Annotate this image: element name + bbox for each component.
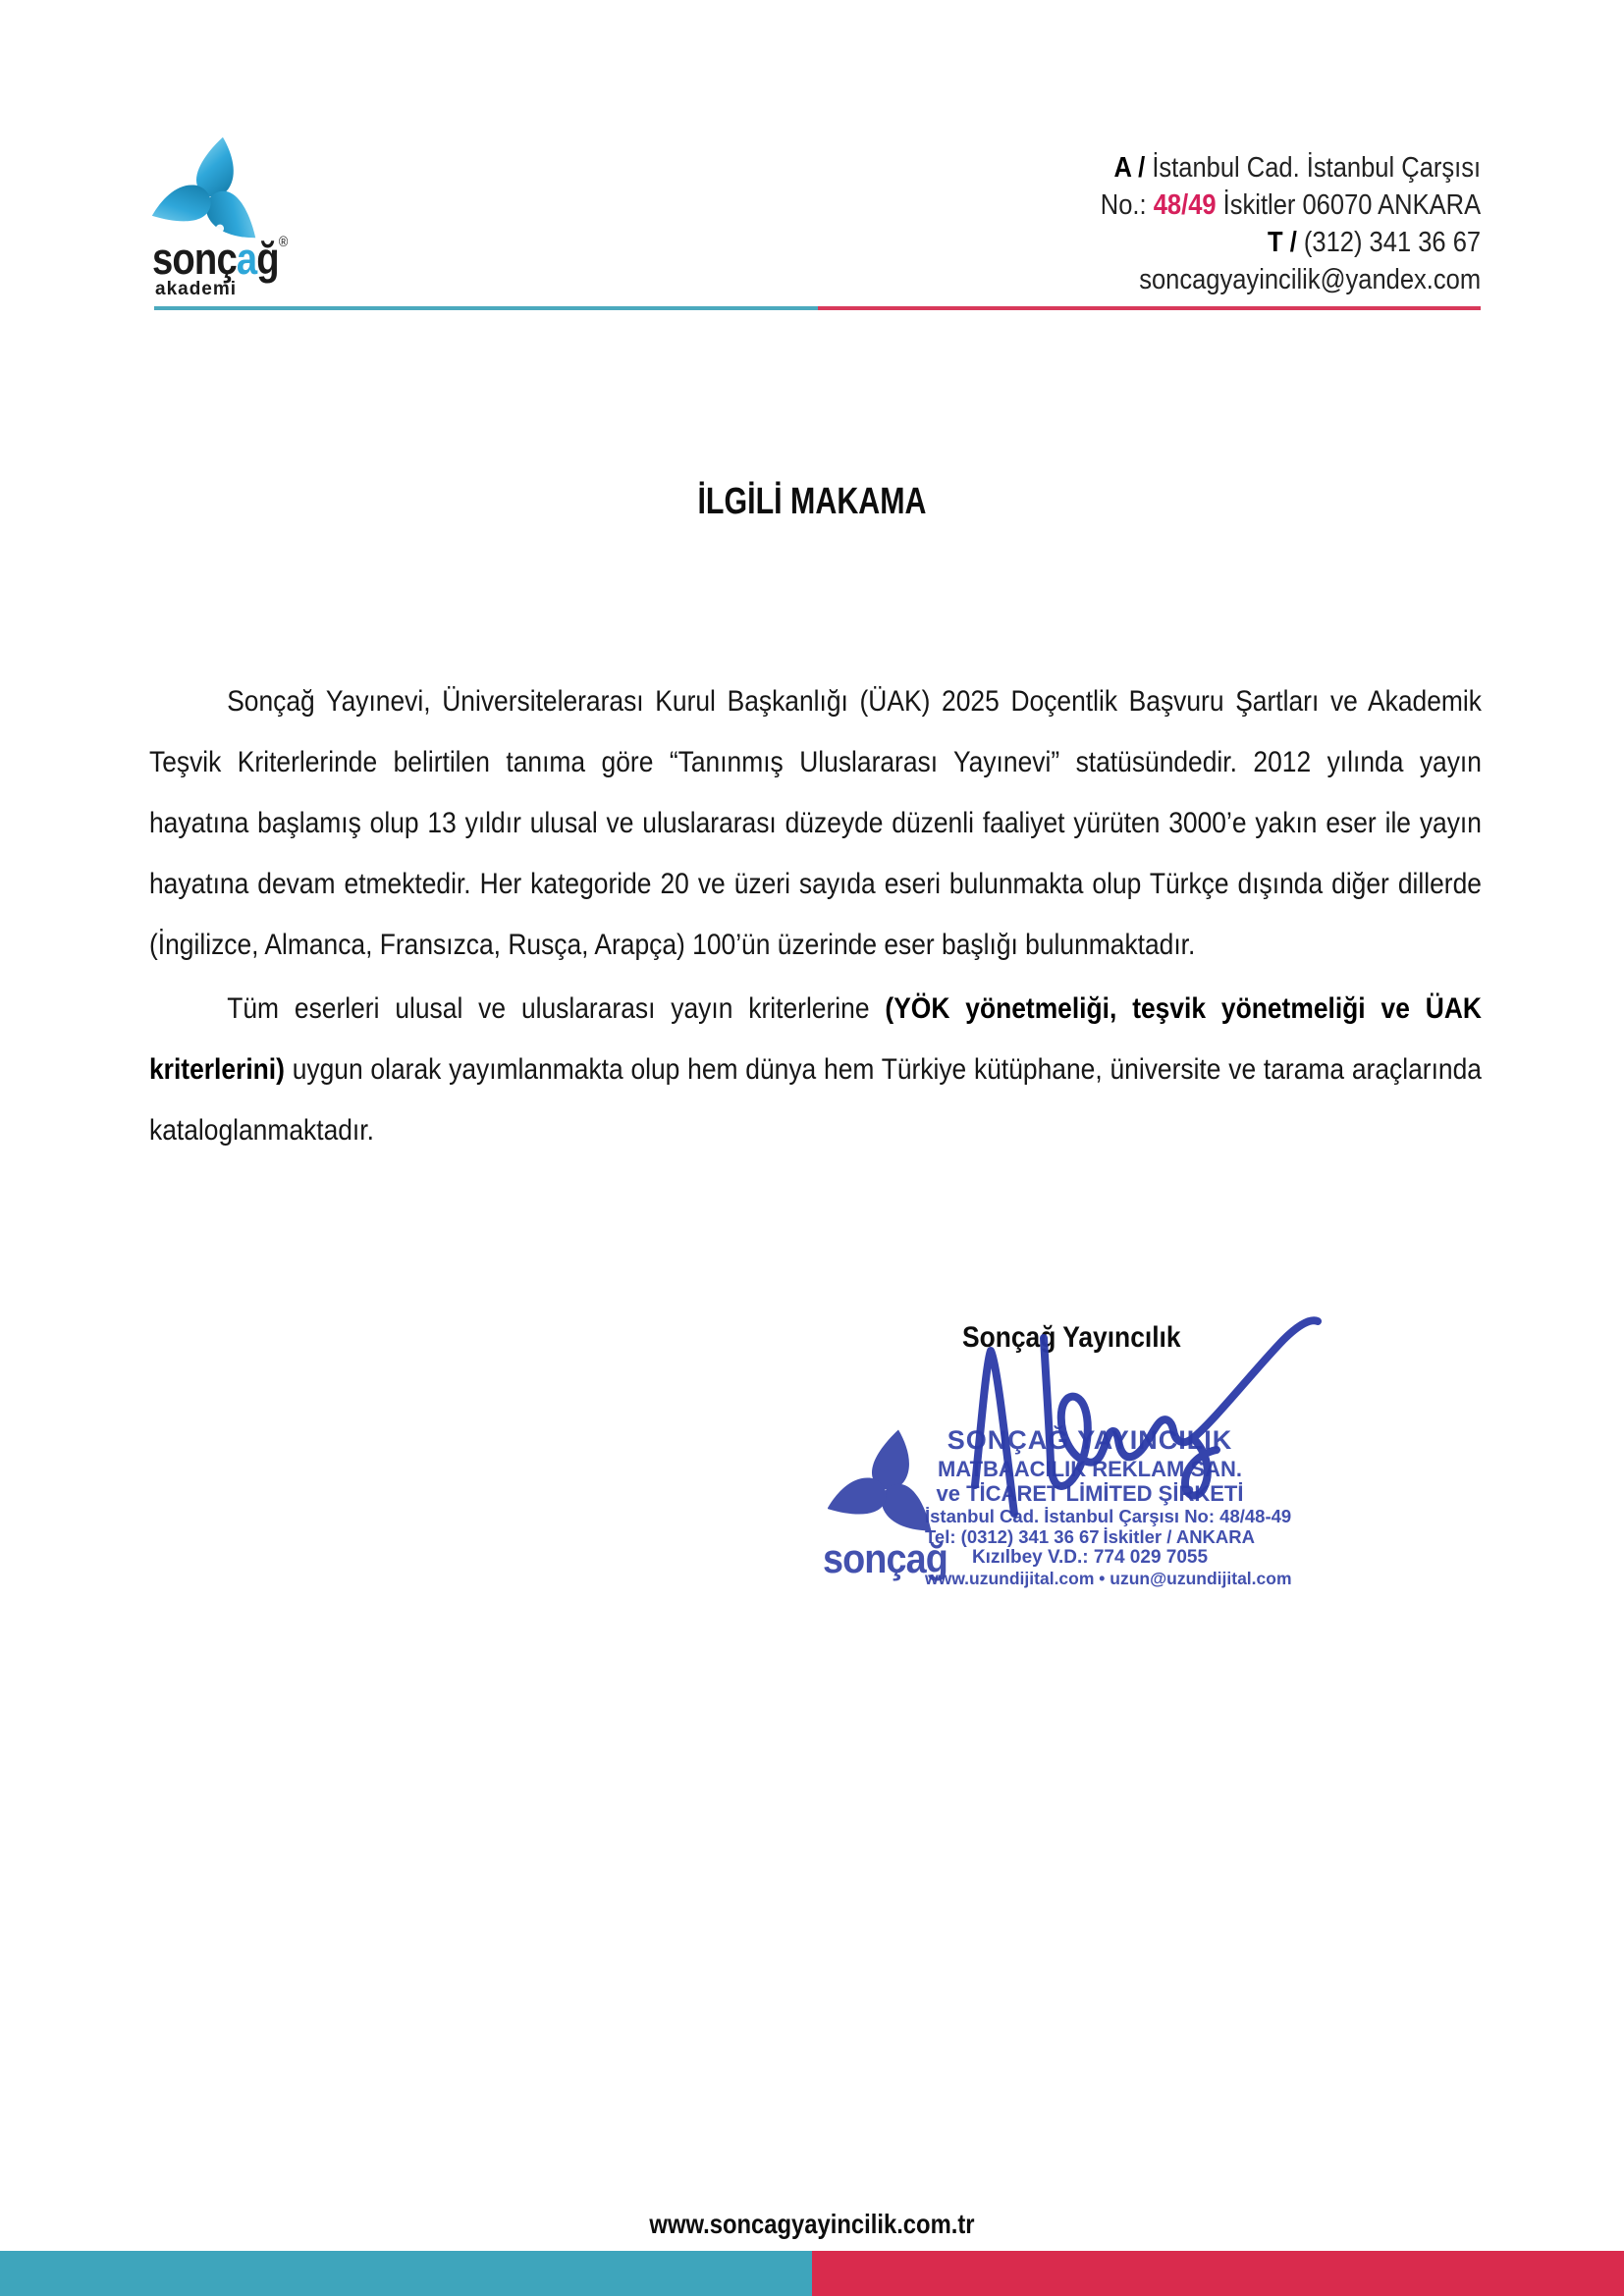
brand-part: sonç	[152, 234, 237, 284]
phone-line: T / (312) 341 36 67	[1267, 227, 1481, 258]
street-number-highlight: 48/49	[1153, 189, 1217, 221]
letter-title: İLGİLİ MAKAMA	[697, 481, 927, 522]
paragraph-2: Tüm eserleri ulusal ve uluslararası yayın kriterlerine (YÖK yönetmeliği, teşvik yönetmeliği ve ÜAK kriterlerini) uygun olarak yayımlanmakta olup hem dünya hem Türkiye kütüphane, üniversite ve tarama araçlarında kataloglanmaktadır.	[149, 992, 1482, 1147]
stamp-web-email: www.uzundijital.com • uzun@uzundijital.com	[925, 1569, 1292, 1588]
stamp-brand-wordmark: sonçağ	[823, 1535, 947, 1581]
email-line: soncagyayincilik@yandex.com	[1139, 264, 1481, 295]
stamp-city: İskitler / ANKARA	[1103, 1526, 1255, 1547]
divider-teal-segment	[154, 306, 818, 310]
brand-part: ğ	[256, 234, 279, 284]
letter-body	[149, 671, 1482, 1161]
stamp-company-type: ve TİCARET LİMİTED ŞİRKETİ	[936, 1481, 1244, 1506]
brand-accent-letter: a	[236, 234, 257, 284]
footer-bar-red-segment	[812, 2251, 1624, 2296]
contact-block	[1101, 149, 1481, 298]
footer-website: www.soncagyayincilik.com.tr	[649, 2209, 975, 2239]
brand-subtitle: akademi	[155, 279, 238, 299]
header-divider	[154, 306, 1481, 310]
address-line-1: A / İstanbul Cad. İstanbul Çarşısı	[1113, 152, 1481, 184]
address-label-a: A /	[1113, 152, 1146, 184]
footer-bar-teal-segment	[0, 2251, 812, 2296]
soncag-drops-icon	[152, 133, 268, 240]
stamp-address: İstanbul Cad. İstanbul Çarşısı No: 48/48-49	[925, 1506, 1292, 1526]
stamp-tax-office: Kızılbey V.D.: 774 029 7055	[971, 1547, 1209, 1568]
handwritten-signature	[967, 1313, 1340, 1534]
paragraph-1: Sonçağ Yayınevi, Üniversitelerarası Kurul Başkanlığı (ÜAK) 2025 Doçentlik Başvuru Şartları ve Akademik Teşvik Kriterlerinde belirtilen tanıma göre “Tanınmış Uluslararası Yayınevi” statüsündedir. 2012 yılında yayın hayatına başlamış olup 13 yıldır ulusal ve uluslararası düzeyde düzenli faaliyet yürüten 3000’e yakın eser ile yayın hayatına devam etmektedir. Her kategoride 20 ve üzeri sayıda eseri bulunmakta olup Türkçe dışında diğer dillerde (İngilizce, Almanca, Fransızca, Rusça, Arapça) 100’ün üzerinde eser başlığı bulunmaktadır.	[149, 685, 1482, 961]
phone-label-t: T /	[1267, 227, 1297, 258]
stamp-company-name: SONÇAĞ YAYINCILIK	[947, 1425, 1233, 1455]
bold-criteria-phrase: (YÖK yönetmeliği, teşvik yönetmeliği ve ÜAK kriterlerini)	[149, 992, 1482, 1086]
stamp-business-line: MATBAACILIK REKLAM SAN.	[937, 1457, 1242, 1481]
divider-red-segment	[818, 306, 1482, 310]
address-line-2: No.: 48/49 İskitler 06070 ANKARA	[1100, 189, 1481, 221]
brand-wordmark	[152, 234, 288, 285]
stamp-phone: Tel: (0312) 341 36 67	[925, 1526, 1100, 1547]
footer-color-bar	[0, 2251, 1624, 2296]
registered-mark: ®	[278, 234, 289, 250]
signing-company-name: Sonçağ Yayıncılık	[962, 1321, 1181, 1354]
